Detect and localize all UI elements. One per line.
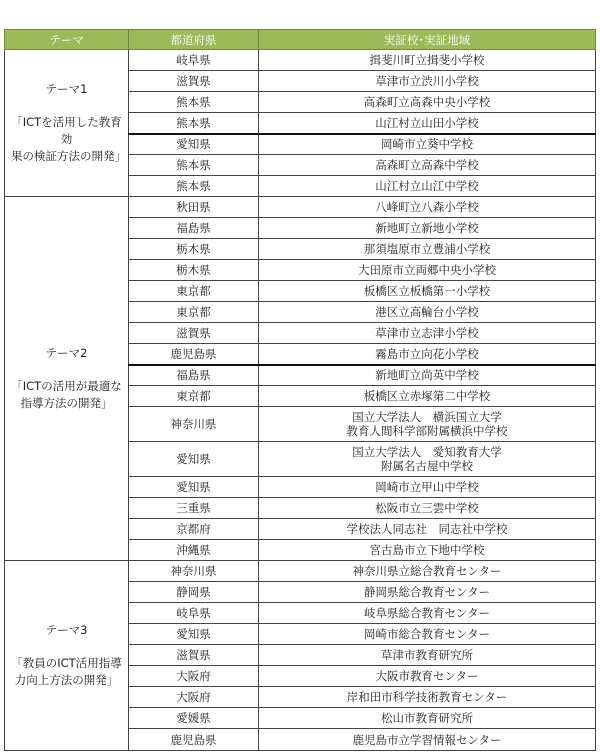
site-cell: 高森町立高森中央小学校 bbox=[259, 92, 596, 113]
prefecture-cell: 大阪府 bbox=[129, 666, 259, 687]
prefecture-cell: 岐阜県 bbox=[129, 603, 259, 624]
site-cell: 大田原市立両郷中央小学校 bbox=[259, 260, 596, 281]
site-cell: 高森町立高森中学校 bbox=[259, 155, 596, 176]
prefecture-cell: 京都府 bbox=[129, 519, 259, 540]
site-cell: 神奈川県立総合教育センター bbox=[259, 561, 596, 582]
prefecture-cell: 福島県 bbox=[129, 218, 259, 239]
theme-name: テーマ1 bbox=[45, 82, 88, 96]
prefecture-cell: 秋田県 bbox=[129, 197, 259, 218]
site-cell: 山江村立山江中学校 bbox=[259, 176, 596, 197]
prefecture-cell: 滋賀県 bbox=[129, 71, 259, 92]
site-cell: 霧島市立向花小学校 bbox=[259, 344, 596, 365]
prefecture-cell: 三重県 bbox=[129, 498, 259, 519]
prefecture-cell: 熊本県 bbox=[129, 176, 259, 197]
header-prefecture: 都道府県 bbox=[129, 30, 259, 50]
site-cell: 港区立高輪台小学校 bbox=[259, 302, 596, 323]
site-cell: 国立大学法人 愛知教育大学 附属名古屋中学校 bbox=[259, 442, 596, 477]
prefecture-cell: 福島県 bbox=[129, 365, 259, 386]
theme-cell bbox=[5, 50, 129, 197]
site-cell: 板橋区立板橋第一小学校 bbox=[259, 281, 596, 302]
prefecture-cell: 沖縄県 bbox=[129, 540, 259, 561]
site-cell: 岸和田市科学技術教育センター bbox=[259, 687, 596, 708]
site-cell: 揖斐川町立揖斐小学校 bbox=[259, 50, 596, 71]
site-cell: 静岡県総合教育センター bbox=[259, 582, 596, 603]
site-cell: 岐阜県総合教育センター bbox=[259, 603, 596, 624]
theme-name: テーマ3 bbox=[45, 623, 88, 637]
site-cell: 草津市立志津小学校 bbox=[259, 323, 596, 344]
site-cell: 鹿児島市立学習情報センター bbox=[259, 729, 596, 751]
table-row bbox=[5, 50, 596, 71]
prefecture-cell: 東京都 bbox=[129, 302, 259, 323]
prefecture-cell: 熊本県 bbox=[129, 92, 259, 113]
prefecture-cell: 東京都 bbox=[129, 281, 259, 302]
theme-name: テーマ2 bbox=[45, 346, 88, 360]
site-cell: 新地町立尚英中学校 bbox=[259, 365, 596, 386]
prefecture-cell: 神奈川県 bbox=[129, 407, 259, 442]
table-row bbox=[5, 197, 596, 218]
prefecture-cell: 愛知県 bbox=[129, 624, 259, 645]
prefecture-cell: 大阪府 bbox=[129, 687, 259, 708]
prefecture-cell: 熊本県 bbox=[129, 113, 259, 134]
site-cell: 八峰町立八森小学校 bbox=[259, 197, 596, 218]
site-cell: 宮古島市立下地中学校 bbox=[259, 540, 596, 561]
theme-description: 「ICTを活用した教育効 果の検証方法の開発」 bbox=[11, 115, 126, 163]
site-cell: 岡崎市立甲山中学校 bbox=[259, 477, 596, 498]
header-row bbox=[5, 30, 596, 50]
table-row bbox=[5, 561, 596, 582]
prefecture-cell: 愛知県 bbox=[129, 477, 259, 498]
theme-description: 「教員のICT活用指導 力向上方法の開発」 bbox=[11, 656, 122, 687]
site-cell: 新地町立新地小学校 bbox=[259, 218, 596, 239]
site-cell: 岡崎市立葵中学校 bbox=[259, 134, 596, 155]
site-cell: 草津市教育研究所 bbox=[259, 645, 596, 666]
site-cell: 学校法人同志社 同志社中学校 bbox=[259, 519, 596, 540]
site-cell: 国立大学法人 横浜国立大学 教育人間科学部附属横浜中学校 bbox=[259, 407, 596, 442]
site-cell: 那須塩原市立豊浦小学校 bbox=[259, 239, 596, 260]
prefecture-cell: 静岡県 bbox=[129, 582, 259, 603]
table-wrapper bbox=[4, 29, 595, 751]
header-site: 実証校･実証地域 bbox=[259, 30, 596, 50]
prefecture-cell: 熊本県 bbox=[129, 155, 259, 176]
prefecture-cell: 岐阜県 bbox=[129, 50, 259, 71]
site-cell: 大阪市教育センター bbox=[259, 666, 596, 687]
demo-schools-table bbox=[4, 29, 596, 751]
site-cell: 松阪市立三雲中学校 bbox=[259, 498, 596, 519]
prefecture-cell: 東京都 bbox=[129, 386, 259, 407]
site-cell: 山江村立山田小学校 bbox=[259, 113, 596, 134]
prefecture-cell: 愛知県 bbox=[129, 442, 259, 477]
theme-cell bbox=[5, 561, 129, 751]
prefecture-cell: 鹿児島県 bbox=[129, 729, 259, 751]
prefecture-cell: 滋賀県 bbox=[129, 645, 259, 666]
site-cell: 岡崎市総合教育センター bbox=[259, 624, 596, 645]
theme-description: 「ICTの活用が最適な 指導方法の開発」 bbox=[11, 379, 122, 410]
prefecture-cell: 愛知県 bbox=[129, 134, 259, 155]
prefecture-cell: 栃木県 bbox=[129, 260, 259, 281]
table-body bbox=[5, 50, 596, 751]
prefecture-cell: 栃木県 bbox=[129, 239, 259, 260]
prefecture-cell: 滋賀県 bbox=[129, 323, 259, 344]
site-cell: 板橋区立赤塚第二中学校 bbox=[259, 386, 596, 407]
site-cell: 松山市教育研究所 bbox=[259, 708, 596, 729]
theme-cell bbox=[5, 197, 129, 561]
prefecture-cell: 愛媛県 bbox=[129, 708, 259, 729]
header-theme: テーマ bbox=[5, 30, 129, 50]
prefecture-cell: 鹿児島県 bbox=[129, 344, 259, 365]
prefecture-cell: 神奈川県 bbox=[129, 561, 259, 582]
site-cell: 草津市立渋川小学校 bbox=[259, 71, 596, 92]
